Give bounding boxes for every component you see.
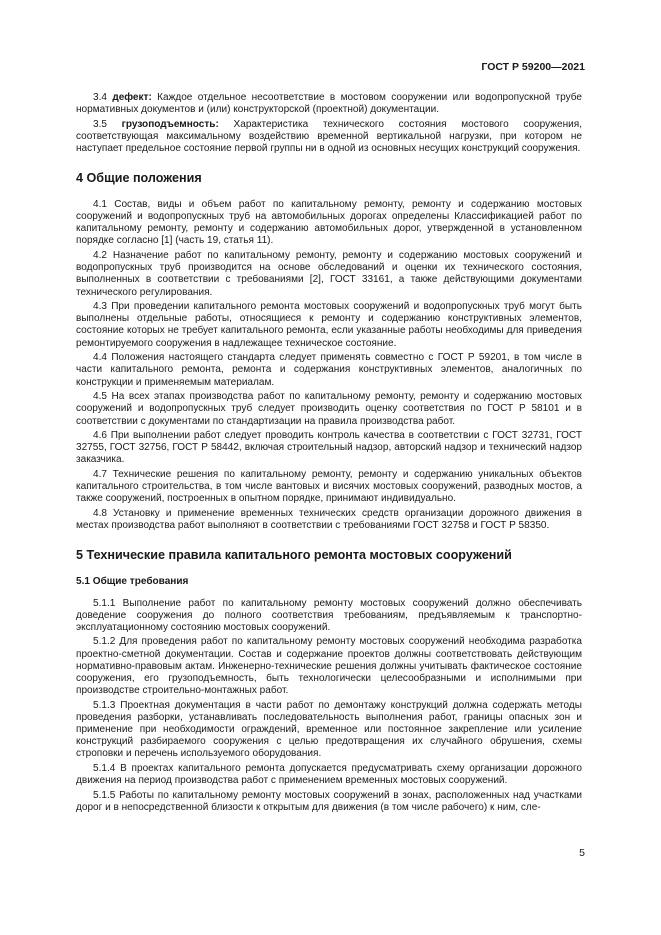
paragraph-4-8: 4.8 Установку и применение временных технических средств организации дорожного движения в местах производства работ выполняют в соответствии с требованиями ГОСТ 32758 и ГОСТ Р 58350. (76, 508, 582, 532)
term-number: 3.4 (93, 92, 107, 103)
term-name: грузоподъемность: (121, 118, 219, 130)
paragraph-4-7: 4.7 Технические решения по капитальному ремонту, ремонту и содержанию уникальных объектов капитального строительства, в том числе вантовых и висячих мостовых сооружений, разводных мостов, а также сооружений, построенных в опытном порядке, принимают индивидуально. (76, 469, 582, 505)
term-3-5 (76, 119, 582, 155)
paragraph-4-5: 4.5 На всех этапах производства работ по капитальному ремонту, ремонту и содержанию мостовых сооружений и водопропускных труб следует производить оценку соответствия по ГОСТ Р 58101 и в соответствии с документами по стандартизации на правила производства работ. (76, 391, 582, 427)
paragraph-4-2: 4.2 Назначение работ по капитальному ремонту, ремонту и содержанию мостовых сооружений и водопропускных труб производится на основе обследований и оценки их технического состояния, выполненных в соответствии с требованиями [2], ГОСТ 33161, а также действующими документами технического регулирования. (76, 250, 582, 298)
paragraph-5-1-2: 5.1.2 Для проведения работ по капитальному ремонту мостовых сооружений необходима разработка проектно-сметной документации. Состав и содержание проектов должны соответствовать действующим нормативно-правовым актам. Инженерно-технические решения должны учитывать фактическое состояние сооружения, его грузоподъемность, быть технологически целесообразными и исполнимыми при производстве строительно-монтажных работ. (76, 636, 582, 696)
paragraph-5-1-3: 5.1.3 Проектная документация в части работ по демонтажу конструкций должна содержать методы проведения разборки, устанавливать последовательность выполнения работ, границы опасных зон и применение при необходимости ограждений, временное или постоянное закрепление или усиление конструкций разбираемого сооружения с целью предотвращения их случайного обрушения, схемы строповки и перечень используемого оборудования. (76, 699, 582, 759)
page-number: 5 (579, 847, 585, 859)
document-body (76, 92, 582, 817)
term-name: дефект: (112, 92, 152, 103)
term-3-4 (76, 92, 582, 116)
term-number: 3.5 (93, 118, 107, 130)
paragraph-4-1: 4.1 Состав, виды и объем работ по капитальному ремонту, ремонту и содержанию мостовых сооружений и водопропускных труб на автомобильных дорогах определены Классификацией работ по капитальному ремонту, ремонту и содержанию автомобильных дорог, утвержденной в установленном порядке согласно [1] (часть 19, статья 11). (76, 199, 582, 247)
section-4-heading: 4 Общие положения (76, 171, 202, 186)
paragraph-4-4: 4.4 Положения настоящего стандарта следует применять совместно с ГОСТ Р 59201, в том числе в части капитального ремонта, ремонта и содержания конструктивных элементов, аналогичных по конструкции и применяемым материалам. (76, 352, 582, 388)
term-definition: Каждое отдельное несоответствие в мостовом сооружении или водопропускной трубе нормативных документов и (или) конструкторской (проектной) документации. (76, 92, 582, 116)
paragraph-5-1-1: 5.1.1 Выполнение работ по капитальному ремонту мостовых сооружений должно обеспечивать доведение сооружения до полного соответствия требованиям, предъявляемым к транспортно-эксплуатационному состоянию мостовых сооружений. (76, 597, 582, 633)
term-definition: Характеристика технического состояния мостового сооружения, соответствующая максимальному воздействию временной вертикальной нагрузки, при котором не наступает предельное состояние первой группы ни в одной из основных несущих конструкций сооружения. (76, 118, 582, 155)
subsection-5-1-heading: 5.1 Общие требования (76, 576, 189, 588)
paragraph-4-6: 4.6 При выполнении работ следует проводить контроль качества в соответствии с ГОСТ 32731, ГОСТ 32755, ГОСТ 32756, ГОСТ Р 58442, включая строительный надзор, авторский надзор и технический надзор заказчика. (76, 430, 582, 466)
paragraph-5-1-5: 5.1.5 Работы по капитальному ремонту мостовых сооружений в зонах, расположенных над участками дорог и в непосредственной близости к открытым для движения (в том числе рабочего) к ним, сле- (76, 789, 582, 813)
document-id-header: ГОСТ Р 59200—2021 (481, 61, 585, 73)
section-5-heading: 5 Технические правила капитального ремонта мостовых сооружений (76, 548, 512, 563)
paragraph-4-3: 4.3 При проведении капитального ремонта мостовых сооружений и водопропускных труб могут быть выполнены отдельные работы, относящиеся к ремонту и содержанию конструктивных элементов, состояние которых не требует капитального ремонта, если указанные работы необходимы для приведения ремонтируемого сооружения в надлежащее техническое состояние. (76, 301, 582, 349)
paragraph-5-1-4: 5.1.4 В проектах капитального ремонта допускается предусматривать схему организации дорожного движения на период производства работ с применением временных мостовых сооружений. (76, 762, 582, 786)
